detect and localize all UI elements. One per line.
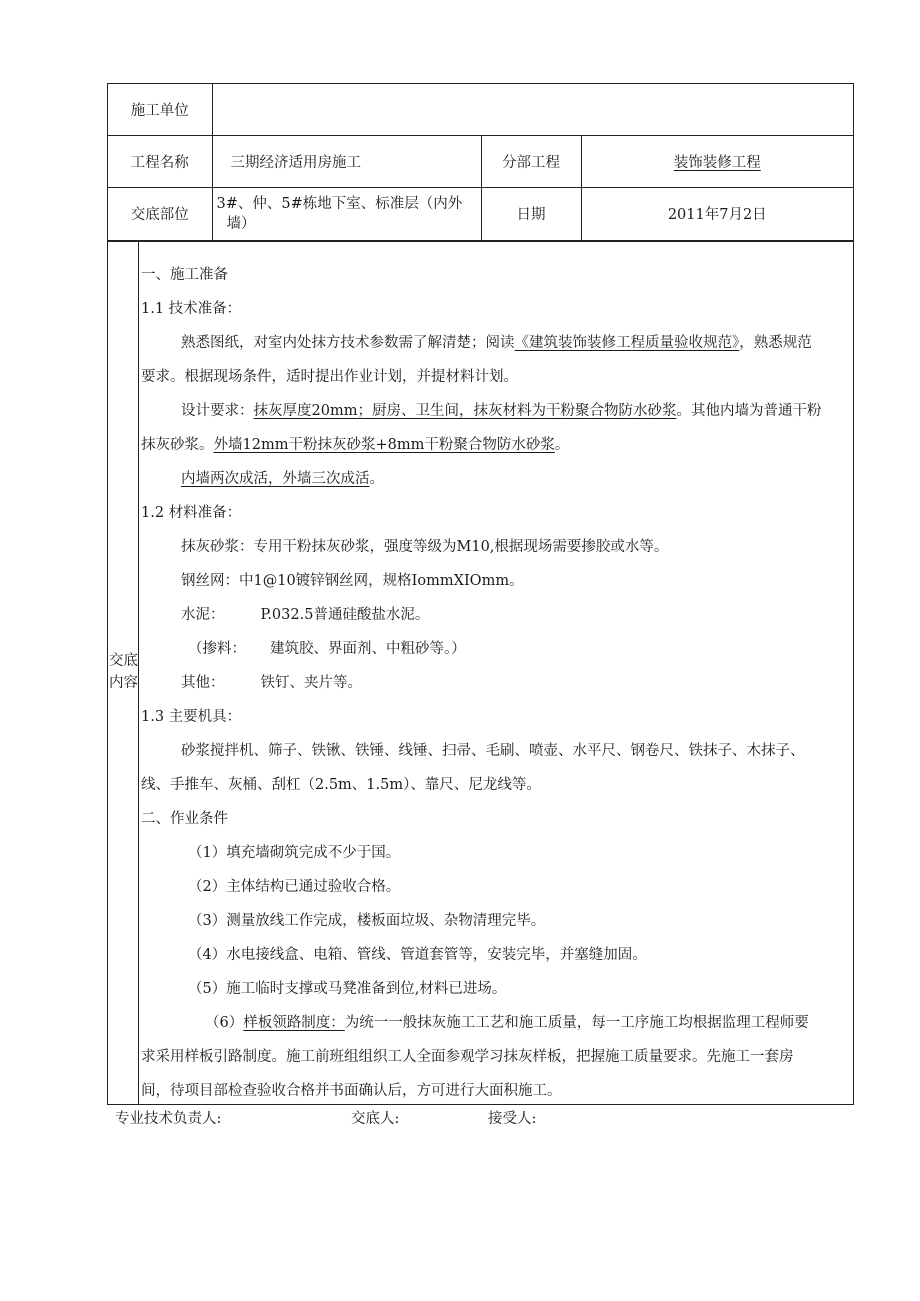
section2-title: 二、作业条件	[141, 810, 228, 827]
condition-2: （2）主体结构已通过验收合格。	[188, 878, 401, 895]
s11-para2-line2-a: 抹灰砂浆。	[141, 436, 214, 453]
plaster-requirement: 抹灰厚度20mm；厨房、卫生间，抹灰材料为干粉聚合物防水砂浆	[253, 402, 677, 419]
division-value-cell	[581, 135, 853, 187]
tech-lead-signature: 专业技术负责人:	[115, 1111, 222, 1127]
s11-para2-line2-c: 。	[554, 436, 570, 453]
condition-1: （1）填充墙砌筑完成不少于国。	[188, 844, 401, 861]
site-row	[108, 187, 853, 240]
condition-3: （3）测量放线工作完成，楼板面垃圾、杂物清理完毕。	[188, 912, 546, 929]
material-mesh: 钢丝网：中1@10镀锌钢丝网，规格IommXIOmm。	[181, 572, 524, 589]
division-label: 分部工程	[481, 135, 581, 187]
division-value: 装饰装修工程	[673, 154, 761, 171]
site-value-line2: 墙）	[226, 215, 256, 232]
condition-6-line2: 求采用样板引路制度。施工前班组组织工人全面参观学习抹灰样板，把握施工质量要求。先施工一套房	[141, 1048, 794, 1065]
cement-label: 水泥：	[181, 606, 225, 623]
section12-title: 1.2 材料准备：	[141, 504, 242, 521]
finish-passes: 内墙两次成活，外墙三次成活	[181, 470, 370, 487]
other-label: 其他：	[181, 674, 225, 691]
site-label: 交底部位	[108, 187, 212, 240]
section11-title: 1.1 技术准备：	[141, 300, 242, 317]
condition-6-title: 样板领路制度：	[243, 1014, 345, 1031]
header-table	[108, 84, 853, 241]
project-label: 工程名称	[108, 135, 212, 187]
condition-6-line3: 间，待项目部检查验收合格并书面确认后，方可进行大面积施工。	[141, 1082, 562, 1099]
side-label-line2: 内容	[109, 674, 138, 691]
date-value: 2011年7月2日	[581, 187, 853, 240]
material-other	[141, 666, 845, 700]
tools-line2: 线、手推车、灰桶、刮杠（2.5m、1.5m）、靠尺、尼龙线等。	[141, 776, 541, 793]
s11-para1	[141, 326, 845, 360]
s11-para1-a: 熟悉图纸，对室内处抹方技术参数需了解清楚；阅读	[181, 334, 515, 351]
tools-line1: 砂浆搅拌机、筛子、铁锹、铁锤、线锤、扫帚、毛刷、喷壶、水平尺、钢卷尺、铁抹子、木抹子、	[181, 742, 805, 759]
spec-reference: 《建筑装饰装修工程质量验收规范》	[514, 334, 740, 351]
site-value-line1: 3#、仲、5#栋地下室、标准层（内外	[216, 195, 463, 212]
s11-para1-line2: 要求。根据现场条件，适时提出作业计划，并提材料计划。	[141, 368, 518, 385]
admixture-value: 建筑胶、界面剂、中粗砂等。）	[270, 640, 466, 657]
condition-6-num: （6）	[205, 1014, 244, 1031]
cement-value: P.032.5普通硅酸盐水泥。	[260, 606, 430, 623]
unit-label: 施工单位	[108, 84, 212, 135]
disclosure-content	[141, 258, 845, 1108]
content-side-label	[108, 242, 139, 1104]
site-value	[212, 187, 481, 240]
condition-6-text: 为统一一般抹灰施工工艺和施工质量，每一工序施工均根据监理工程师要	[344, 1014, 809, 1031]
disclosure-sheet	[107, 83, 854, 1105]
other-value: 铁钉、夹片等。	[260, 674, 362, 691]
discloser-signature: 交底人:	[351, 1111, 400, 1127]
signature-footer	[115, 1107, 855, 1127]
exterior-requirement: 外墙12mm干粉抹灰砂浆+8mm干粉聚合物防水砂浆	[213, 436, 555, 453]
section13-title: 1.3 主要机具：	[141, 708, 242, 725]
receiver-signature: 接受人:	[488, 1111, 537, 1127]
section1-title: 一、施工准备	[141, 266, 228, 283]
s11-para2	[141, 394, 845, 428]
s11-para2-a: 设计要求：	[181, 402, 254, 419]
material-mortar: 抹灰砂浆：专用干粉抹灰砂浆，强度等级为M10,根据现场需要掺胶或水等。	[181, 538, 669, 555]
unit-row	[108, 84, 853, 135]
condition-6	[141, 1006, 845, 1040]
condition-5: （5）施工临时支撑或马凳准备到位,材料已进场。	[188, 980, 507, 997]
s11-para1-c: ，熟悉规范	[739, 334, 812, 351]
date-label: 日期	[481, 187, 581, 240]
material-admixture	[141, 632, 845, 666]
material-cement	[141, 598, 845, 632]
s11-para2-c: 。其他内墙为普通干粉	[676, 402, 822, 419]
condition-4: （4）水电接线盒、电箱、管线、管道套管等，安装完毕，并塞缝加固。	[188, 946, 647, 963]
s11-para3	[141, 462, 845, 496]
disclosure-content-row	[108, 241, 853, 1104]
admixture-label: （掺料：	[188, 640, 246, 657]
project-row	[108, 135, 853, 187]
project-value: 三期经济适用房施工	[212, 135, 481, 187]
s11-para2-line2	[141, 428, 845, 462]
side-label-line1: 交底	[109, 652, 138, 669]
unit-value	[212, 84, 853, 135]
s11-para3-end: 。	[369, 470, 384, 487]
side-label-text	[108, 650, 139, 694]
